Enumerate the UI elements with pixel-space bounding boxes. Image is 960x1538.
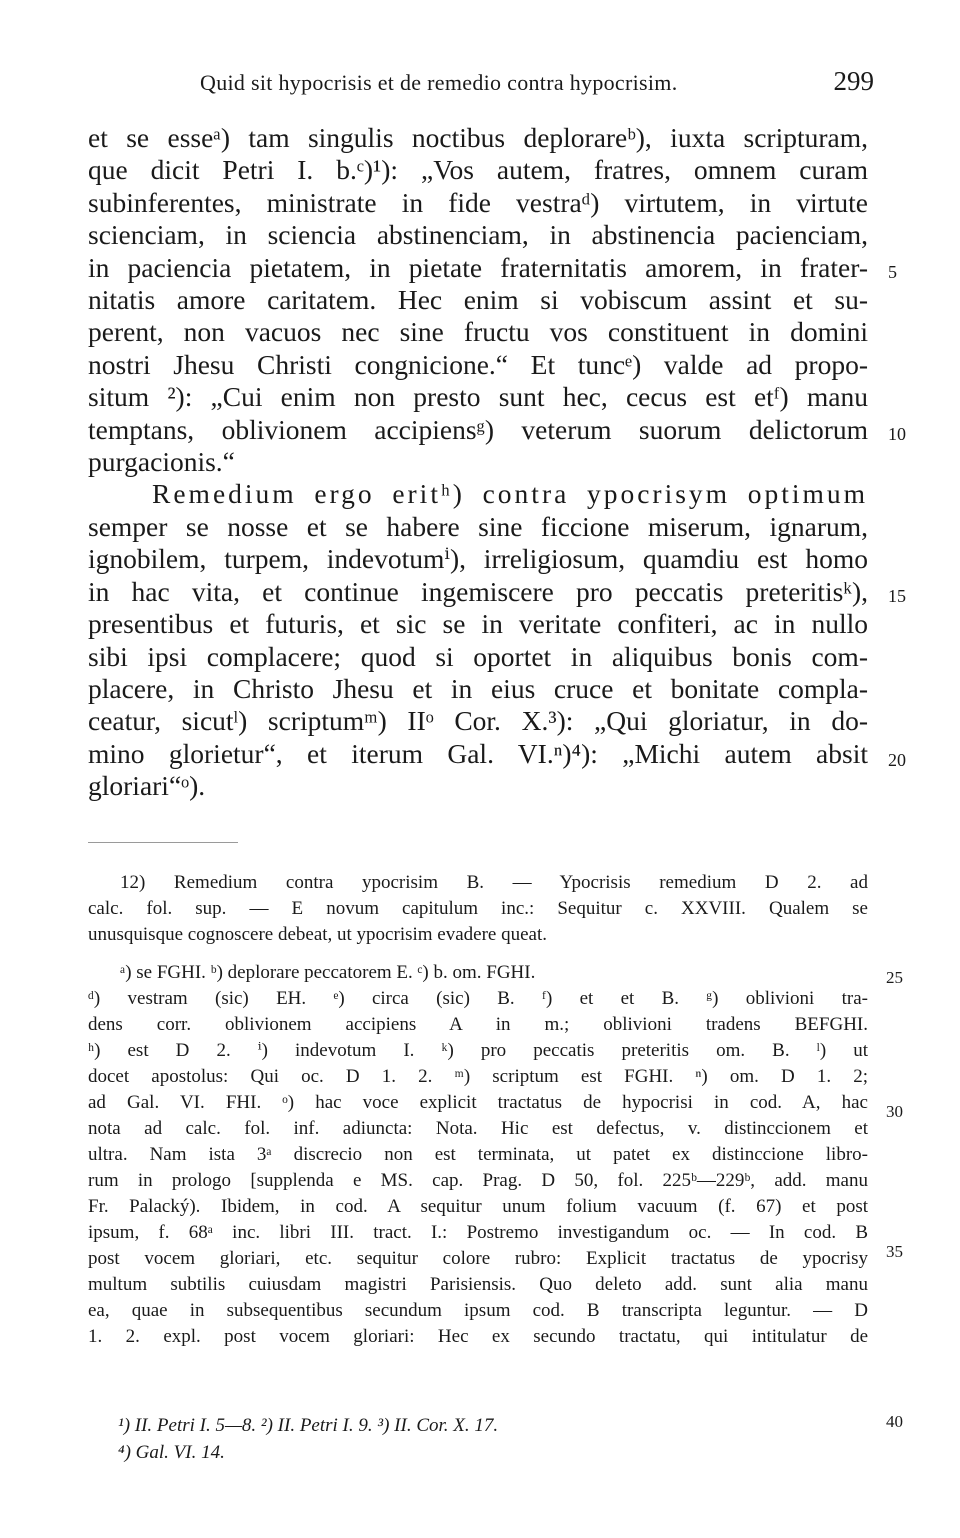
- apparatus-line: rum in prologo [supplenda e MS. cap. Prag. D 50, fol. 225ᵇ—229ᵇ, add. manu: [88, 1170, 868, 1191]
- text-line: et se esseᵃ) tam singulis noctibus deplorareᵇ), iuxta scripturam,: [88, 122, 868, 153]
- apparatus-line: ipsum, f. 68ᵃ inc. libri III. tract. I.: Postremo investigandum oc. — In cod. B: [88, 1222, 868, 1243]
- apparatus-line: calc. fol. sup. — E novum capitulum inc.: Sequitur c. XXVIII. Qualem se: [88, 898, 868, 919]
- apparatus-line: ea, quae in subsequentibus secundum ipsum cod. B transcripta leguntur. — D: [88, 1300, 868, 1321]
- biblical-references: [118, 1412, 858, 1466]
- text-line: semper se nosse et se habere sine ficcione miserum, ignarum,: [88, 510, 868, 542]
- apparatus-line: 12) Remedium contra ypocrisim B. — Ypocrisis remedium D 2. ad: [120, 872, 868, 893]
- text-line: ceatur, sicutˡ) scriptumᵐ) IIᵒ Cor. X.³): „Qui gloriatur, in do-: [88, 705, 868, 737]
- apparatus-line: ᵃ) se FGHI. ᵇ) deplorare peccatorem E. ᶜ) b. om. FGHI.: [120, 962, 536, 983]
- apparatus-line: nota ad calc. fol. inf. adiuncta: Nota. Hic est defectus, v. distinccionem et: [88, 1118, 868, 1139]
- apparatus-line: ad Gal. VI. FHI. ᵒ) hac voce explicit tractatus de hypocrisi in cod. A, hac: [88, 1092, 868, 1113]
- line-number: 15: [888, 586, 906, 606]
- reference-line: ¹) II. Petri I. 5—8. ²) II. Petri I. 9. ³) II. Cor. X. 17.: [118, 1415, 499, 1436]
- line-number: 30: [886, 1102, 903, 1121]
- text-line: mino glorietur“, et iterum Gal. VI.ⁿ)⁴): „Michi autem absit: [88, 737, 868, 769]
- running-head-title: Quid sit hypocrisis et de remedio contra hypocrisim.: [200, 70, 678, 95]
- apparatus-line: Fr. Palacký). Ibidem, in cod. A sequitur unum folium vacuum (f. 67) et post: [88, 1196, 868, 1217]
- text-line: nitatis amore caritatem. Hec enim si vobiscum assint et su-: [88, 284, 868, 316]
- text-line: subinferentes, ministrate in fide vestraᵈ) virtutem, in virtute: [88, 186, 868, 218]
- text-line: gloriari“ᵒ).: [88, 770, 206, 802]
- apparatus-line: ᵈ) vestram (sic) EH. ᵉ) circa (sic) B. ᶠ) et et B. ᵍ) oblivioni tra-: [88, 988, 868, 1009]
- line-number: 35: [886, 1242, 903, 1261]
- text-line: scienciam, in sciencia abstinenciam, in abstinencia pacienciam,: [88, 219, 868, 251]
- apparatus-line: ʰ) est D 2. ⁱ) indevotum I. ᵏ) pro peccatis preteritis om. B. ˡ) ut: [88, 1040, 868, 1061]
- apparatus-line: multum subtilis cuiusdam magistri Parisiensis. Quo deleto add. sunt alia manu: [88, 1274, 868, 1295]
- footnote-divider: [88, 842, 238, 843]
- text-line: presentibus et futuris, et sic se in veritate confiteri, ac in nullo: [88, 608, 868, 640]
- text-line: sibi ipsi complacere; quod si oportet in aliquibus bonis com-: [88, 640, 868, 672]
- text-line: in hac vita, et continue ingemiscere pro peccatis preteritisᵏ),: [88, 575, 868, 607]
- apparatus-line: 1. 2. expl. post vocem gloriari: Hec ex secundo tractatu, qui intitulatur de: [88, 1326, 868, 1347]
- apparatus-line: unusquisque cognoscere debeat, ut ypocrisim evadere queat.: [88, 924, 548, 945]
- main-text: [88, 122, 868, 803]
- apparatus-line: post vocem gloriari, etc. sequitur colore rubro: Explicit tractatus de ypocrisy: [88, 1248, 868, 1269]
- text-line: temptans, oblivionem accipiensᵍ) veterum suorum delictorum: [88, 413, 868, 445]
- text-line: situm ²): „Cui enim non presto sunt hec, cecus est etᶠ) manu: [88, 381, 868, 413]
- apparatus-line: docet apostolus: Qui oc. D 1. 2. ᵐ) scriptum est FGHI. ⁿ) om. D 1. 2;: [88, 1066, 868, 1087]
- text-line: purgacionis.“: [88, 446, 235, 478]
- text-line: ignobilem, turpem, indevotumⁱ), irreligiosum, quamdiu est homo: [88, 543, 868, 575]
- text-line: placere, in Christo Jhesu et in eius cruce et bonitate compla-: [88, 672, 868, 704]
- apparatus-line: ultra. Nam ista 3ᵃ discrecio non est terminata, ut patet ex distinccione libro-: [88, 1144, 868, 1165]
- reference-line: ⁴) Gal. VI. 14.: [118, 1442, 225, 1463]
- apparatus-line: dens corr. oblivionem accipiens A in m.; oblivioni tradens BEFGHI.: [88, 1014, 868, 1035]
- critical-apparatus: [88, 870, 868, 1350]
- text-line: nostri Jhesu Christi congnicione.“ Et tuncᵉ) valde ad propo-: [88, 348, 868, 380]
- line-number: 10: [888, 424, 906, 444]
- text-line: que dicit Petri I. b.ᶜ)¹): „Vos autem, fratres, omnem curam: [88, 154, 868, 186]
- line-number: 25: [886, 968, 903, 987]
- running-head: [200, 66, 880, 106]
- page-number: 299: [833, 66, 874, 96]
- text-line: perent, non vacuos nec sine fructu vos constituent in domini: [88, 316, 868, 348]
- line-number: 40: [886, 1412, 903, 1431]
- paragraph-start: Remedium ergo eritʰ) contra ypocrisym optimum: [152, 478, 868, 510]
- line-number: 5: [888, 262, 897, 282]
- text-line: in paciencia pietatem, in pietate fraternitatis amorem, in frater-: [88, 251, 868, 283]
- line-number: 20: [888, 750, 906, 770]
